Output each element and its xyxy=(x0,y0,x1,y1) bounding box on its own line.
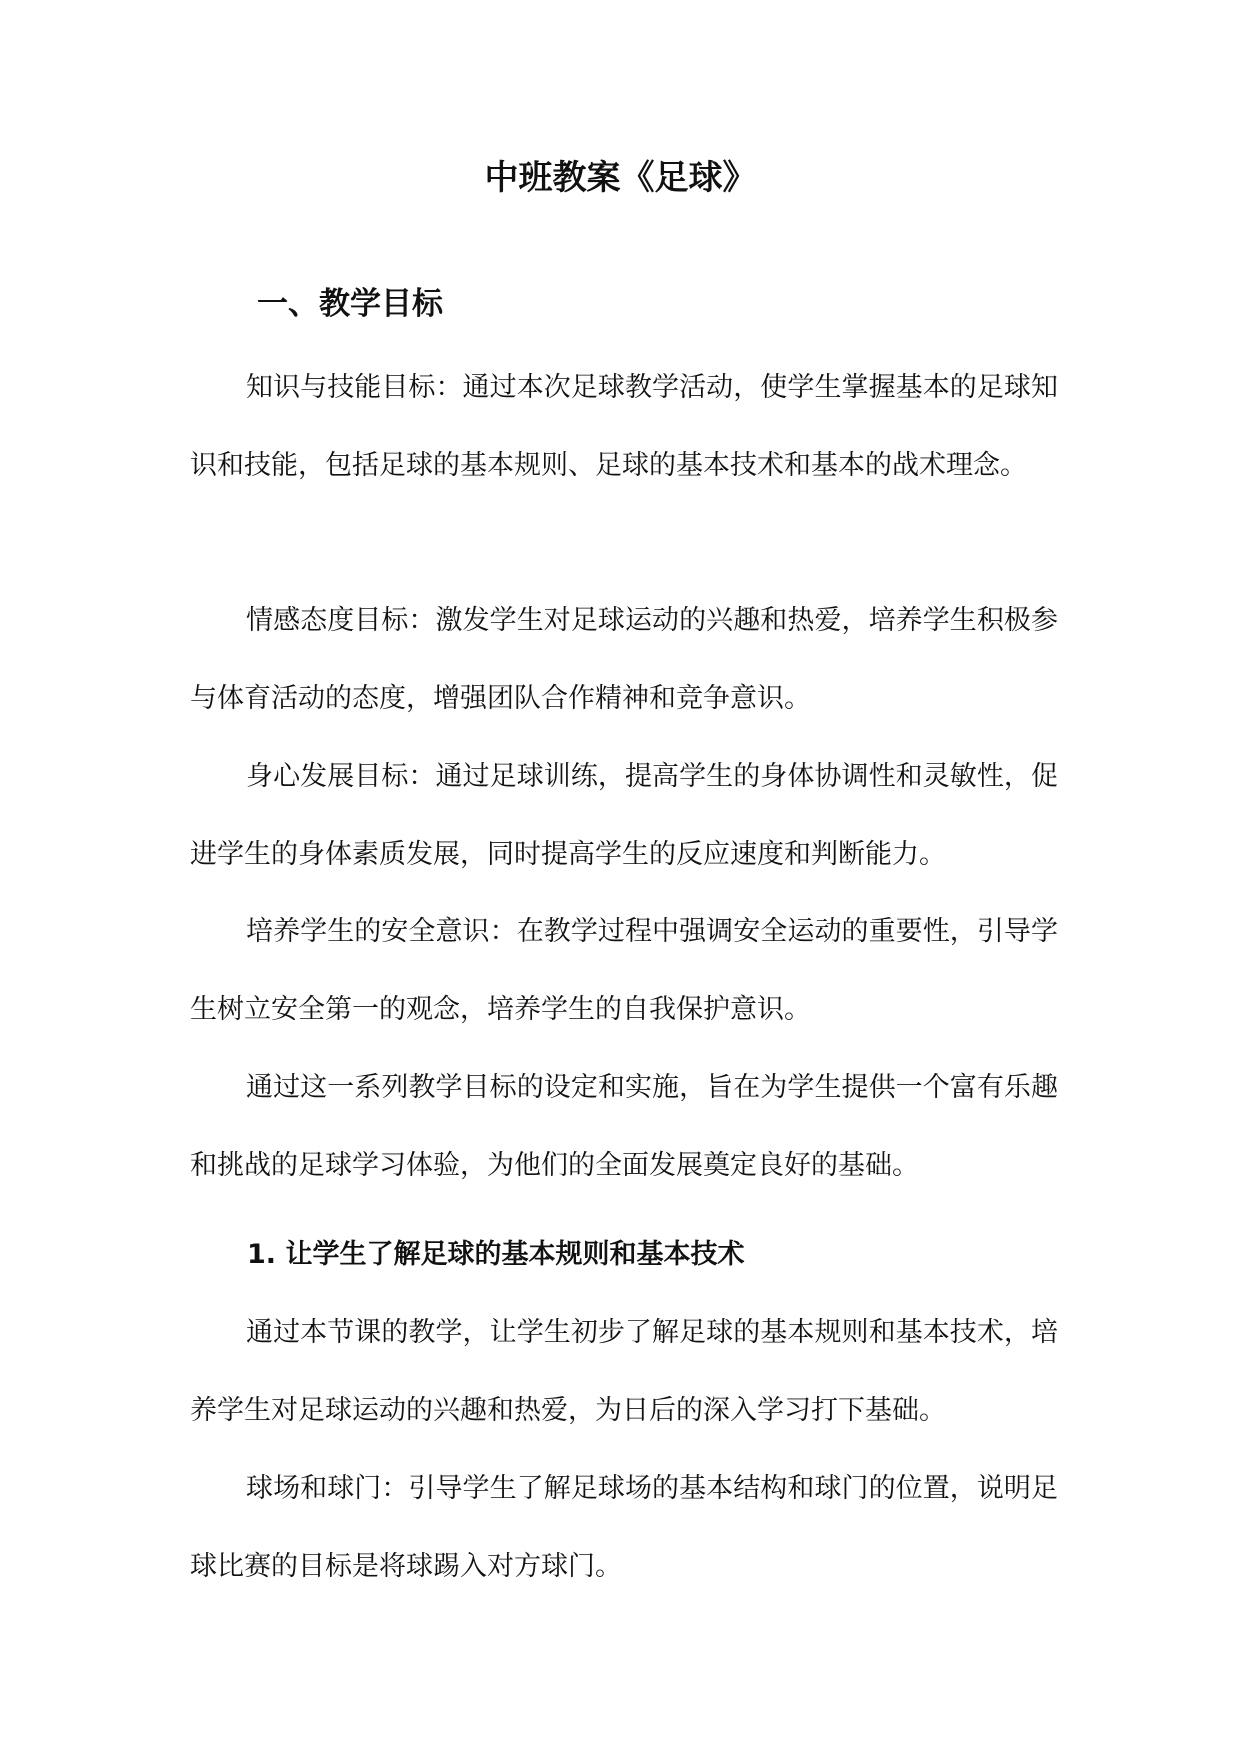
paragraph-field-and-goal: 球场和球门：引导学生了解足球场的基本结构和球门的位置，说明足球比赛的目标是将球踢入对方球门。 xyxy=(190,1473,1058,1582)
sub-heading-rules-and-techniques: 1. 让学生了解足球的基本规则和基本技术 xyxy=(247,1239,745,1270)
paragraph-lesson-intro: 通过本节课的教学，让学生初步了解足球的基本规则和基本技术，培养学生对足球运动的兴趣和热爱，为日后的深入学习打下基础。 xyxy=(190,1317,1058,1426)
paragraph-knowledge-skills-goal: 知识与技能目标：通过本次足球教学活动，使学生掌握基本的足球知识和技能，包括足球的基本规则、足球的基本技术和基本的战术理念。 xyxy=(190,372,1058,481)
section-heading-teaching-goals: 一、教学目标 xyxy=(257,286,443,322)
paragraph-emotion-attitude-goal: 情感态度目标：激发学生对足球运动的兴趣和热爱，培养学生积极参与体育活动的态度，增强团队合作精神和竞争意识。 xyxy=(190,605,1058,714)
paragraph-safety-awareness: 培养学生的安全意识：在教学过程中强调安全运动的重要性，引导学生树立安全第一的观念，培养学生的自我保护意识。 xyxy=(190,916,1058,1025)
paragraph-goals-summary: 通过这一系列教学目标的设定和实施，旨在为学生提供一个富有乐趣和挑战的足球学习体验，为他们的全面发展奠定良好的基础。 xyxy=(190,1072,1058,1181)
page-title: 中班教案《足球》 xyxy=(484,158,757,198)
paragraph-physical-development-goal: 身心发展目标：通过足球训练，提高学生的身体协调性和灵敏性，促进学生的身体素质发展，同时提高学生的反应速度和判断能力。 xyxy=(190,761,1058,870)
